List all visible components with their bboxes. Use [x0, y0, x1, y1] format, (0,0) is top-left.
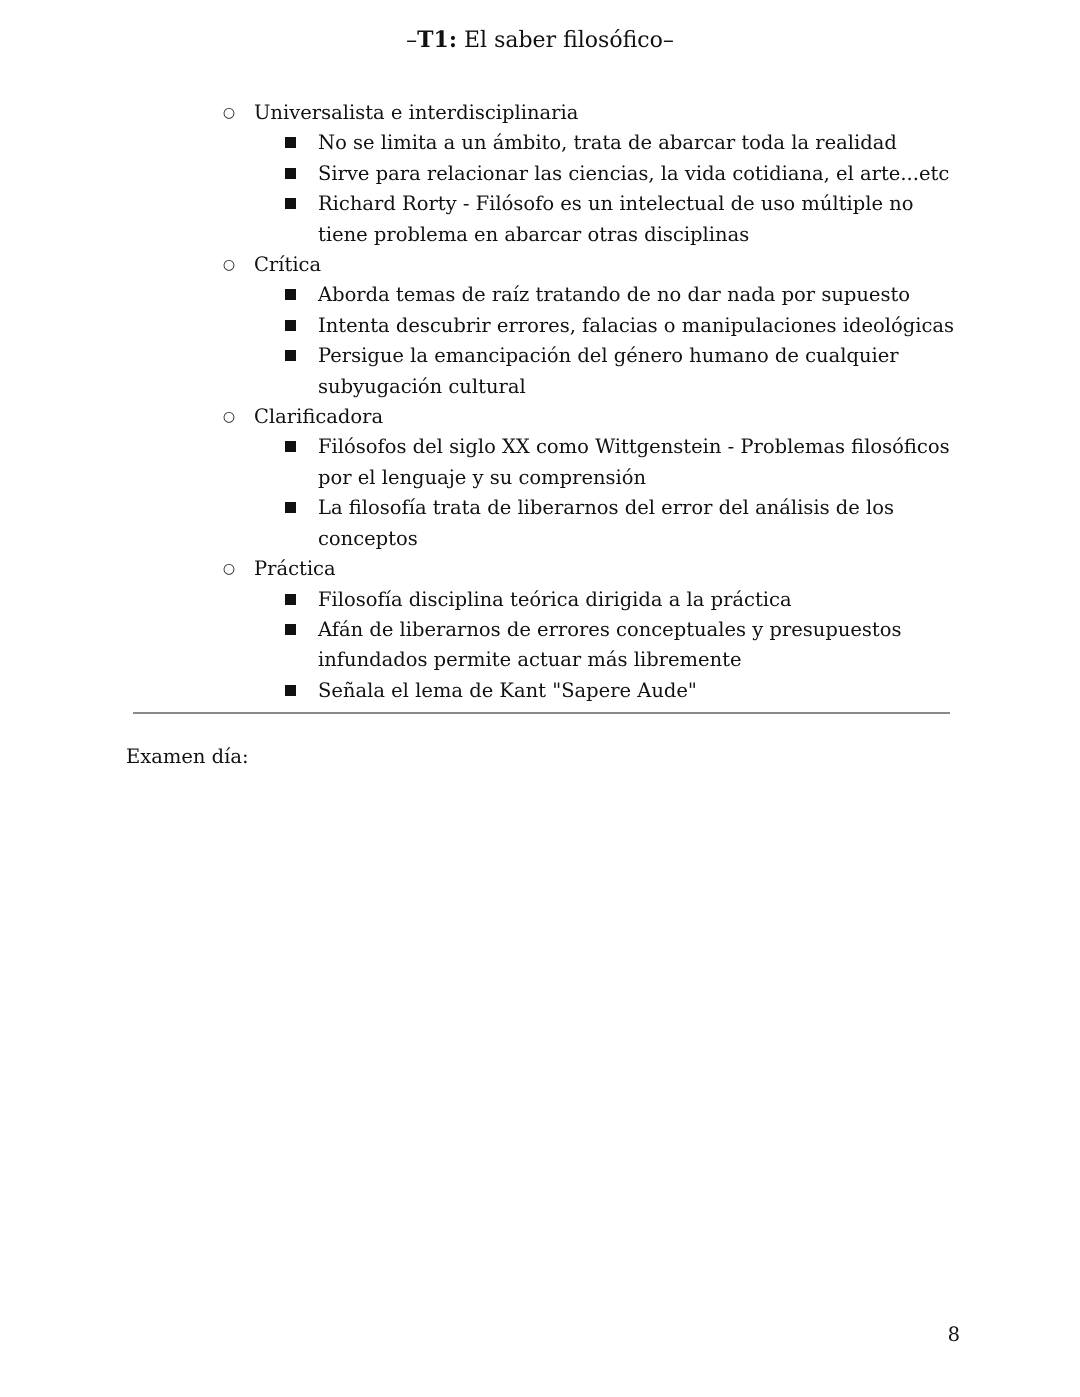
- outline-item: [0, 615, 958, 676]
- item-text: Filósofos del siglo XX como Wittgenstein - Problemas filosóficos por el lenguaje y su comprensión: [318, 435, 950, 489]
- outline-section: [0, 554, 954, 584]
- outline-item: [0, 159, 958, 189]
- square-bullet-icon: [285, 502, 296, 513]
- item-text: Filosofía disciplina teórica dirigida a la práctica: [318, 587, 792, 611]
- square-bullet-icon: [285, 624, 296, 635]
- header-dash-right: –: [662, 28, 674, 53]
- square-bullet-icon: [285, 168, 296, 179]
- section-label: Clarificadora: [254, 405, 384, 429]
- outline-section: [0, 402, 954, 432]
- item-text: Señala el lema de Kant "Sapere Aude": [318, 678, 697, 702]
- hollow-circle-bullet-icon: ○: [222, 561, 236, 578]
- outline-item: [0, 189, 958, 250]
- page-number: 8: [947, 1323, 960, 1346]
- outline-item: [0, 432, 958, 493]
- item-text: Richard Rorty - Filósofo es un intelectual de uso múltiple no tiene problema en abarcar otras disciplinas: [318, 192, 914, 246]
- outline-item: [0, 311, 958, 341]
- horizontal-divider: [133, 712, 950, 714]
- hollow-circle-bullet-icon: ○: [222, 257, 236, 274]
- exam-date-label: Examen día:: [126, 745, 249, 768]
- item-text: Intenta descubrir errores, falacias o manipulaciones ideológicas: [318, 313, 955, 337]
- outline-item: [0, 585, 958, 615]
- outline-item: [0, 493, 958, 554]
- section-label: Crítica: [254, 253, 322, 277]
- topic-title: El saber filosófico: [456, 28, 663, 53]
- outline-item: [0, 280, 958, 310]
- square-bullet-icon: [285, 685, 296, 696]
- item-text: La filosofía trata de liberarnos del error del análisis de los conceptos: [318, 496, 895, 550]
- header-dash-left: –: [406, 28, 418, 53]
- item-text: Aborda temas de raíz tratando de no dar nada por supuesto: [318, 283, 911, 307]
- square-bullet-icon: [285, 320, 296, 331]
- outline-item: [0, 341, 958, 402]
- square-bullet-icon: [285, 350, 296, 361]
- page-header: [0, 24, 1080, 57]
- square-bullet-icon: [285, 137, 296, 148]
- topic-code: T1:: [417, 27, 457, 53]
- hollow-circle-bullet-icon: ○: [222, 105, 236, 121]
- outline-list: [0, 98, 1080, 706]
- square-bullet-icon: [285, 594, 296, 605]
- hollow-circle-bullet-icon: ○: [222, 409, 236, 426]
- square-bullet-icon: [285, 289, 296, 300]
- item-text: No se limita a un ámbito, trata de abarcar toda la realidad: [318, 131, 897, 155]
- outline-item: [0, 676, 958, 706]
- section-label: Universalista e interdisciplinaria: [254, 101, 579, 124]
- outline-section: [0, 250, 954, 280]
- square-bullet-icon: [285, 441, 296, 452]
- item-text: Afán de liberarnos de errores conceptuales y presupuestos infundados permite actuar más libremente: [318, 617, 902, 672]
- outline-item: [0, 128, 958, 158]
- outline-section: [0, 98, 954, 128]
- item-text: Persigue la emancipación del género humano de cualquier subyugación cultural: [318, 344, 899, 398]
- item-text: Sirve para relacionar las ciencias, la vida cotidiana, el arte...etc: [318, 161, 950, 185]
- square-bullet-icon: [285, 198, 296, 209]
- section-label: Práctica: [254, 557, 336, 581]
